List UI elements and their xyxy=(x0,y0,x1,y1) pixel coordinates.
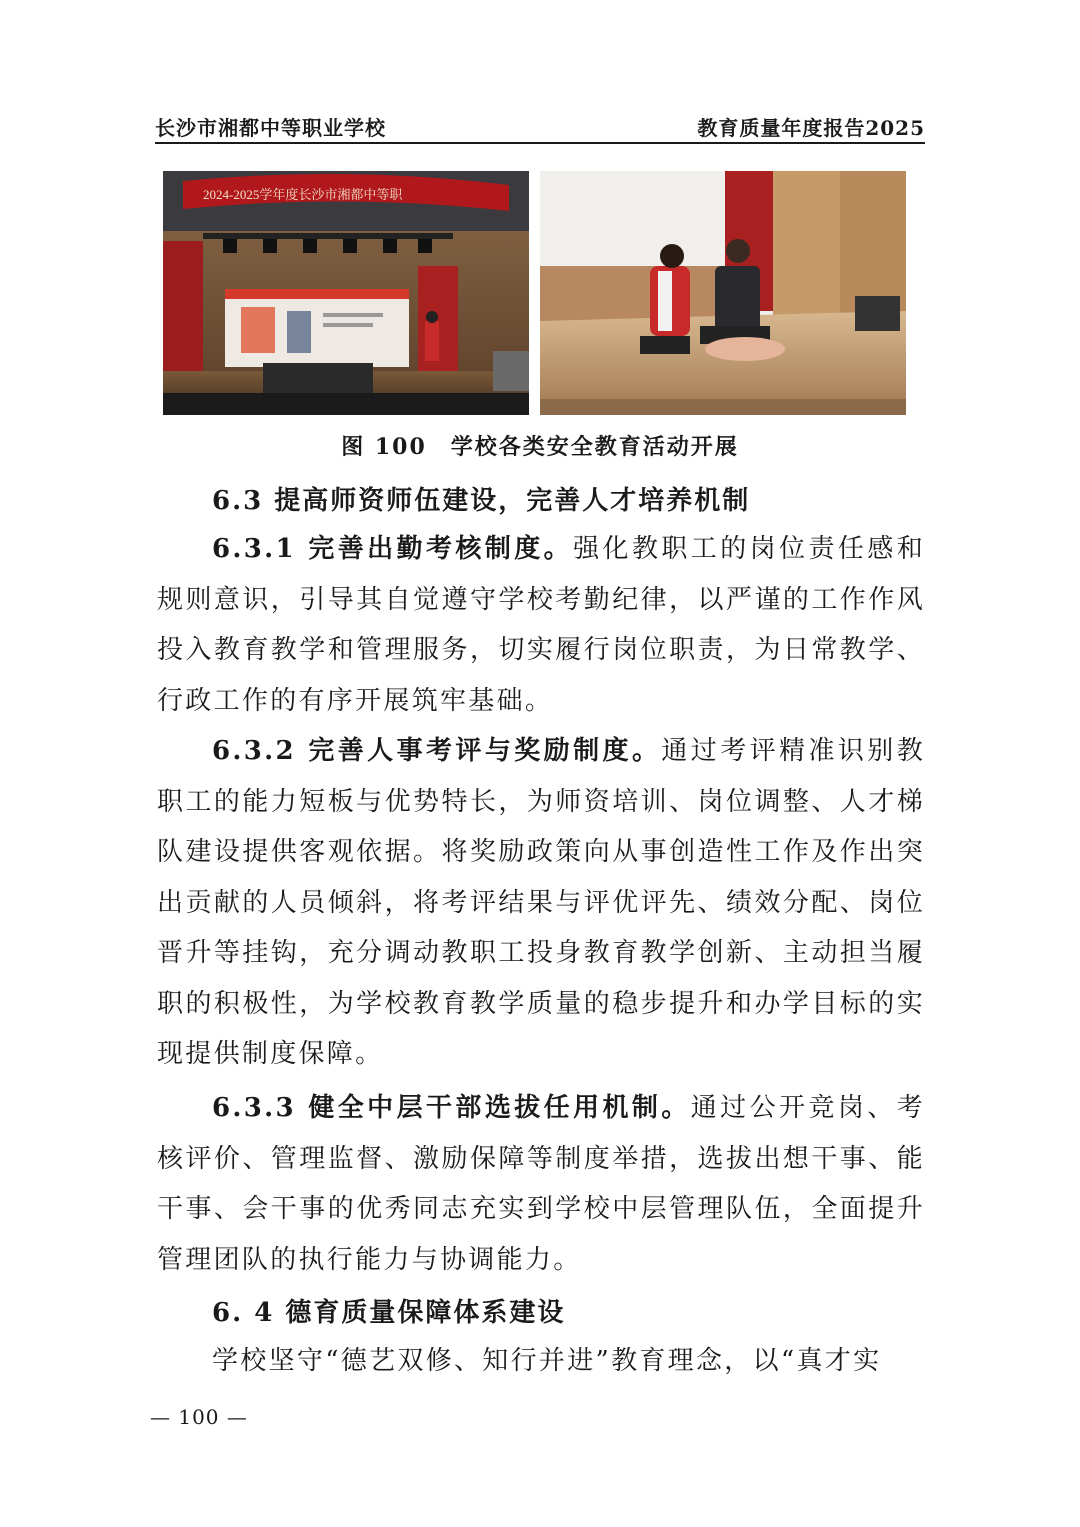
banner-text: 2024-2025学年度长沙市湘都中等职 xyxy=(203,187,403,202)
paragraph-6-4-intro xyxy=(157,1336,925,1387)
header-report-title: 教育质量年度报告2025 xyxy=(697,116,925,140)
photo-cpr-demonstration xyxy=(540,171,906,415)
paragraph-body: 强化教职工的岗位责任感和规则意识，引导其自觉遵守学校考勤纪律，以严谨的工作作风投入教育教学和管理服务，切实履行岗位职责，为日常教学、行政工作的有序开展筑牢基础。 xyxy=(157,534,925,716)
paragraph-body: 学校坚守“德艺双修、知行并进”教育理念，以“真才实 xyxy=(212,1346,882,1376)
page-header xyxy=(155,108,925,144)
paragraph-6-3-1 xyxy=(157,524,925,726)
paragraph-6-3-2 xyxy=(157,726,925,1080)
section-heading-6-3: 6.3 提高师资师伍建设，完善人才培养机制 xyxy=(212,486,751,516)
paragraph-body: 通过考评精准识别教职工的能力短板与优势特长，为师资培训、岗位调整、人才梯队建设提供客观依据。将奖励政策向从事创造性工作及作出突出贡献的人员倾斜，将考评结果与评优评先、绩效分配、岗位晋升等挂钩，充分调动教职工投身教育教学创新、主动担当履职的积极性，为学校教育教学质量的稳步提升和办学目标的实现提供制度保障。 xyxy=(157,736,926,1069)
header-school-name: 长沙市湘都中等职业学校 xyxy=(155,116,386,140)
paragraph-6-3-3 xyxy=(157,1083,925,1285)
paragraph-title: 6.3.1 完善出勤考核制度。 xyxy=(212,534,574,564)
paragraph-title: 6.3.3 健全中层干部选拔任用机制。 xyxy=(212,1093,691,1123)
paragraph-body: 通过公开竞岗、考核评价、管理监督、激励保障等制度举措，选拔出想干事、能干事、会干事的优秀同志充实到学校中层管理队伍，全面提升管理团队的执行能力与协调能力。 xyxy=(157,1093,925,1275)
page-number: — 100 — xyxy=(150,1405,248,1429)
figure-caption: 图 100 学校各类安全教育活动开展 xyxy=(341,434,739,460)
photo-auditorium xyxy=(163,171,529,415)
section-heading-6-4: 6. 4 德育质量保障体系建设 xyxy=(212,1298,566,1328)
paragraph-title: 6.3.2 完善人事考评与奖励制度。 xyxy=(212,736,662,766)
